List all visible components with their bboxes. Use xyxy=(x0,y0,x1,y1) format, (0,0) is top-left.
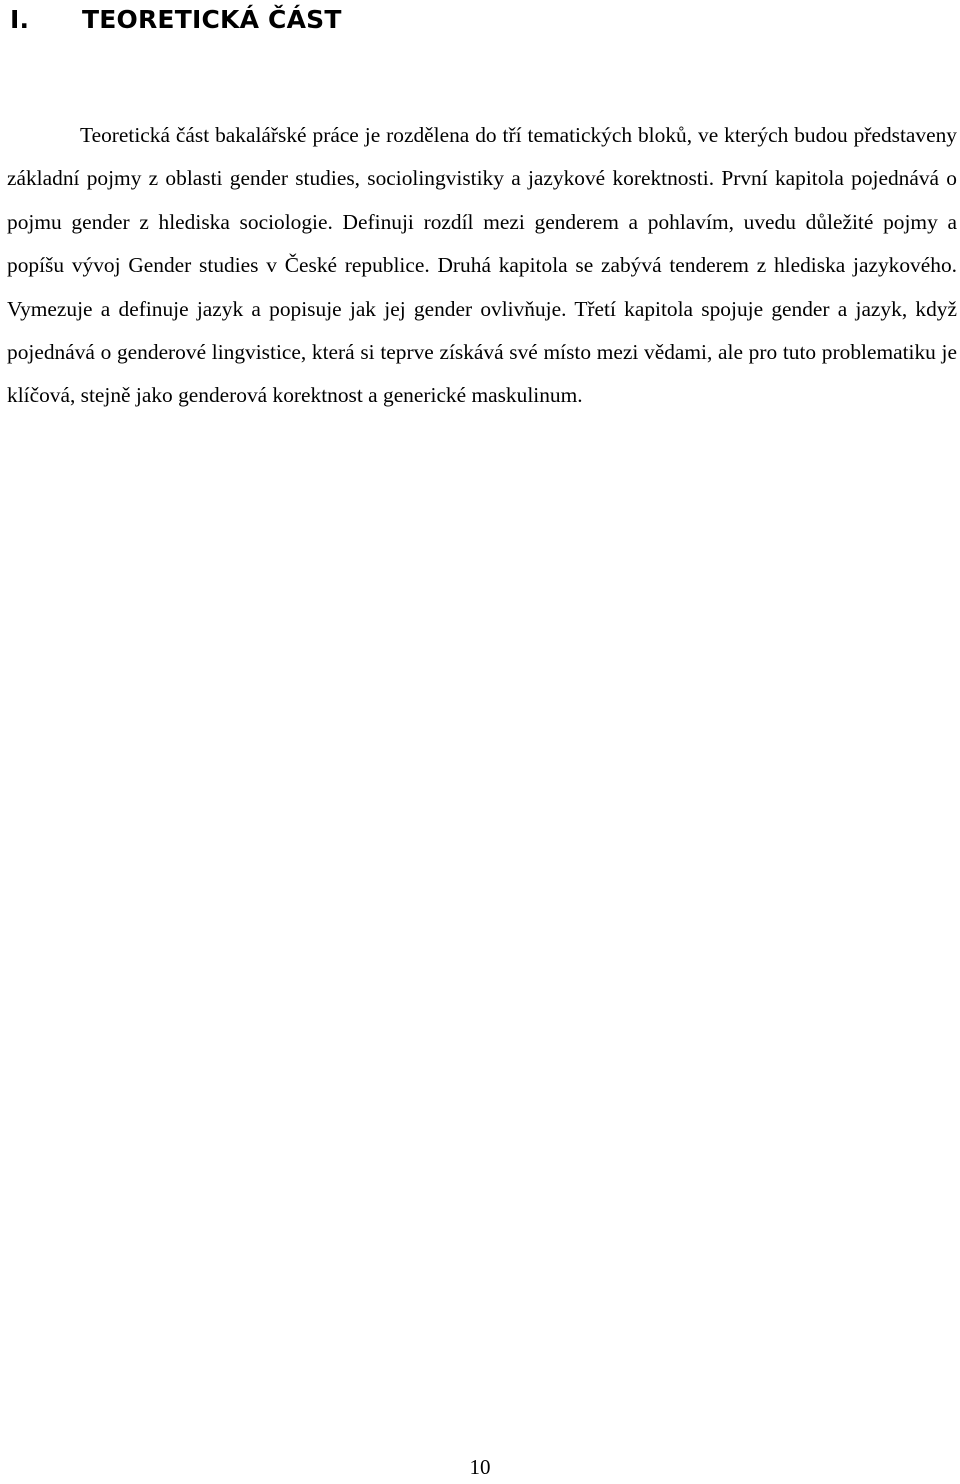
chapter-title: TEORETICKÁ ČÁST xyxy=(82,5,342,34)
chapter-number: I. xyxy=(10,5,30,34)
chapter-heading xyxy=(10,4,342,36)
intro-paragraph: Teoretická část bakalářské práce je rozdělena do tří tematických bloků, ve kterých budou představeny základní pojmy z oblasti gender studies, sociolingvistiky a jazykové korektnosti. První kapitola pojednává o pojmu gender z hlediska sociologie. Definuji rozdíl mezi genderem a pohlavím, uvedu důležité pojmy a popíšu vývoj Gender studies v České republice. Druhá kapitola se zabývá tenderem z hlediska jazykového. Vymezuje a definuje jazyk a popisuje jak jej gender ovlivňuje. Třetí kapitola spojuje gender a jazyk, když pojednává o genderové lingvistice, která si teprve získává své místo mezi vědami, ale pro tuto problematiku je klíčová, stejně jako genderová korektnost a generické maskulinum. xyxy=(7,123,957,408)
page-number: 10 xyxy=(469,1455,491,1479)
